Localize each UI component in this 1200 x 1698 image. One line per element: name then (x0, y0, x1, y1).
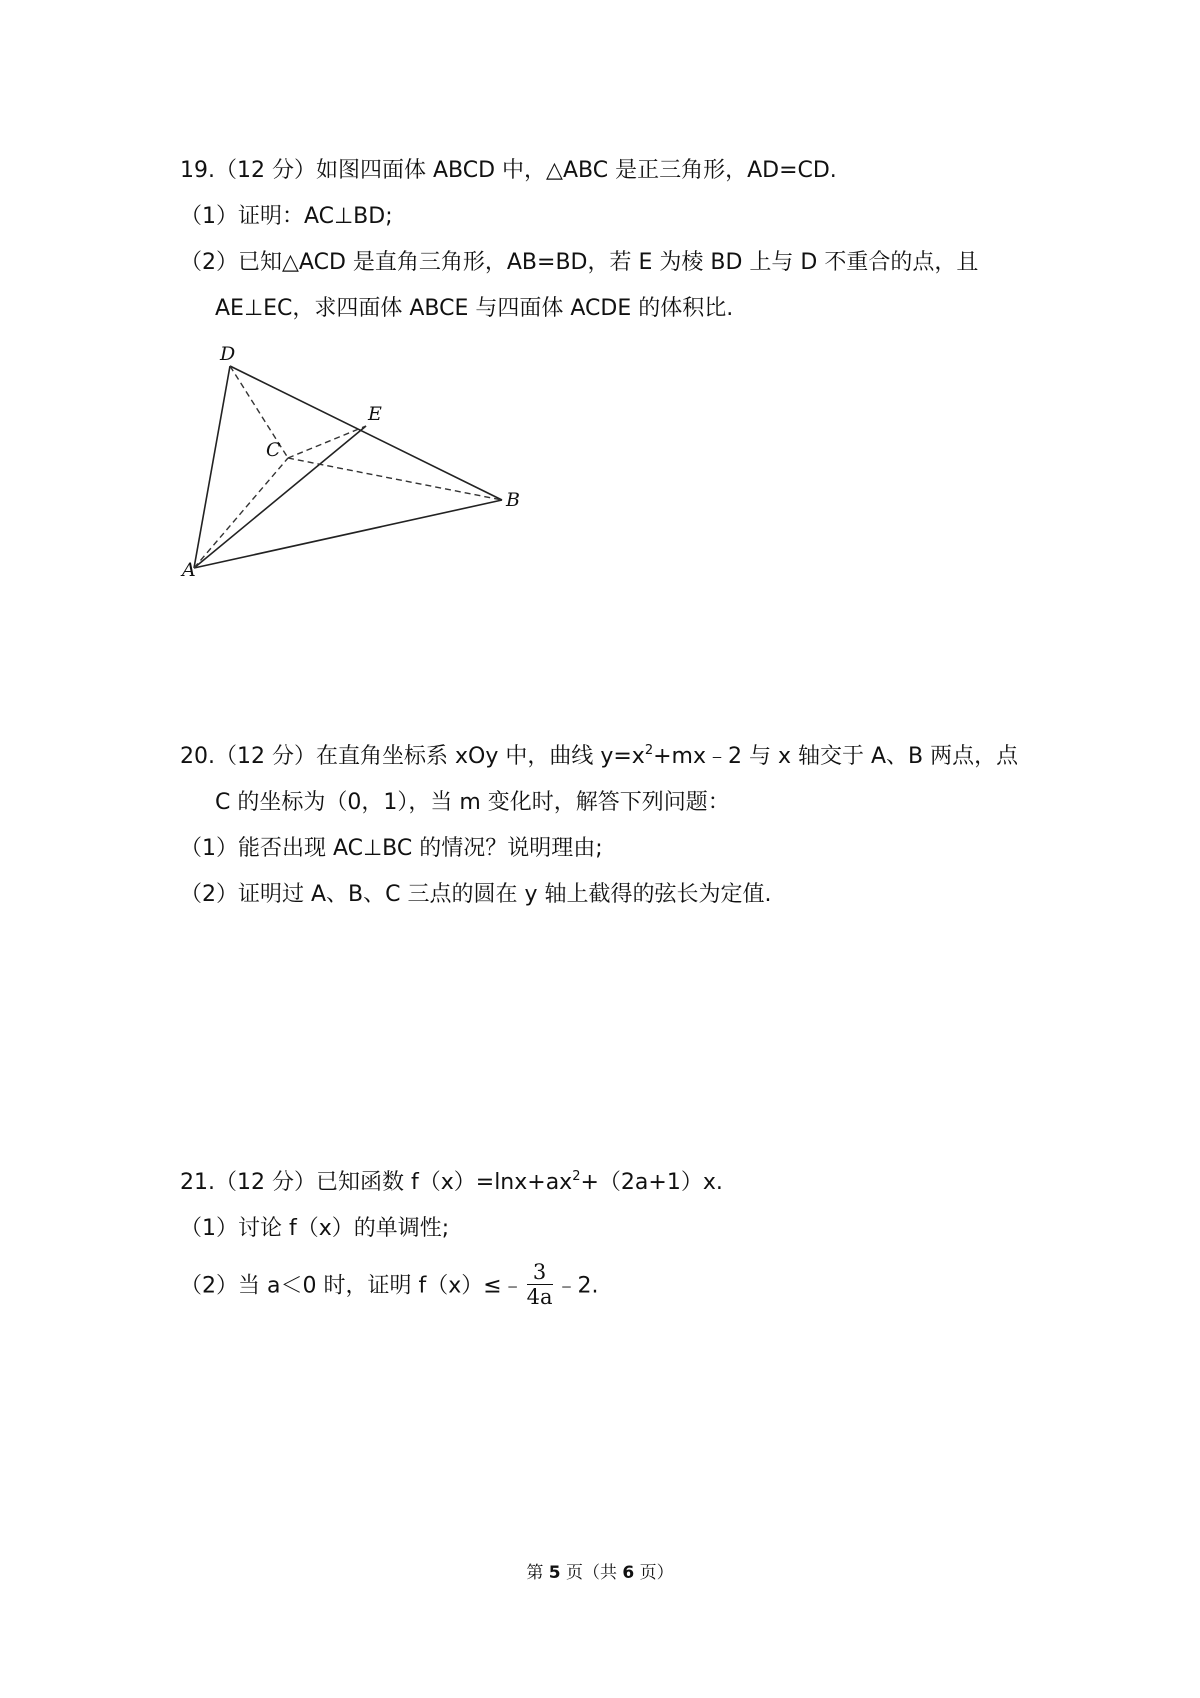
tetrahedron-figure (180, 338, 530, 578)
label-e: E (368, 403, 382, 425)
label-c: C (266, 439, 281, 461)
q21-stem-a: 已知函数 f（x）=lnx+ax (316, 1170, 573, 1195)
edge-ab (194, 500, 502, 568)
edge-db (230, 366, 502, 500)
edge-ac (194, 458, 288, 568)
q21-exponent: 2 (572, 1169, 581, 1184)
q21-stem-line (180, 1168, 723, 1198)
q20-part1: （1）能否出现 AC⊥BC 的情况？说明理由; (180, 836, 603, 861)
footer-middle: 页（共 (560, 1563, 623, 1583)
fraction-numerator: 3 (527, 1260, 553, 1285)
q19-stem: 如图四面体 ABCD 中，△ABC 是正三角形，AD=CD. (316, 158, 837, 183)
q20-number: 20. (180, 744, 215, 769)
label-d: D (220, 343, 236, 365)
fraction-denominator: 4a (526, 1285, 553, 1309)
page-footer (0, 1558, 1200, 1583)
q20-stem-line (180, 742, 1018, 772)
q21-part1: （1）讨论 f（x）的单调性; (180, 1216, 450, 1241)
footer-suffix: 页） (634, 1563, 674, 1583)
label-a: A (182, 559, 196, 578)
fraction-3-over-4a (527, 1260, 553, 1309)
footer-prefix: 第 (526, 1563, 549, 1583)
q21-part2 (180, 1262, 599, 1311)
edge-ce (288, 426, 366, 458)
q20-stem-b: +mx﹣2 与 x 轴交于 A、B 两点，点 (653, 744, 1019, 769)
footer-page-number: 5 (548, 1563, 561, 1583)
q21-number: 21. (180, 1170, 215, 1195)
q20-stem-a: 在直角坐标系 xOy 中，曲线 y=x (316, 744, 645, 769)
label-b: B (506, 489, 520, 511)
q21-part2-after: ﹣2. (555, 1273, 599, 1299)
q21-part2-before: （2）当 a＜0 时，证明 f（x）≤﹣ (180, 1273, 524, 1299)
q21-score: （12 分） (215, 1170, 316, 1195)
q19-part2-line2: AE⊥EC，求四面体 ABCE 与四面体 ACDE 的体积比. (215, 296, 734, 321)
q19-part2-line1: （2）已知△ACD 是直角三角形，AB=BD，若 E 为棱 BD 上与 D 不重合的点，且 (180, 250, 979, 275)
q20-score: （12 分） (215, 744, 316, 769)
q20-exponent: 2 (644, 743, 654, 758)
q19-part1: （1）证明：AC⊥BD; (180, 204, 393, 229)
q19-number: 19. (180, 158, 215, 183)
edge-cb (288, 458, 502, 500)
footer-total-pages: 6 (622, 1563, 635, 1583)
q20-stem-line2: C 的坐标为（0，1），当 m 变化时，解答下列问题： (215, 790, 730, 815)
q21-stem-b: +（2a+1）x. (580, 1170, 723, 1195)
q19-stem-line (180, 156, 837, 186)
q20-part2: （2）证明过 A、B、C 三点的圆在 y 轴上截得的弦长为定值. (180, 882, 772, 907)
q19-score: （12 分） (215, 158, 316, 183)
edge-da (194, 366, 230, 568)
